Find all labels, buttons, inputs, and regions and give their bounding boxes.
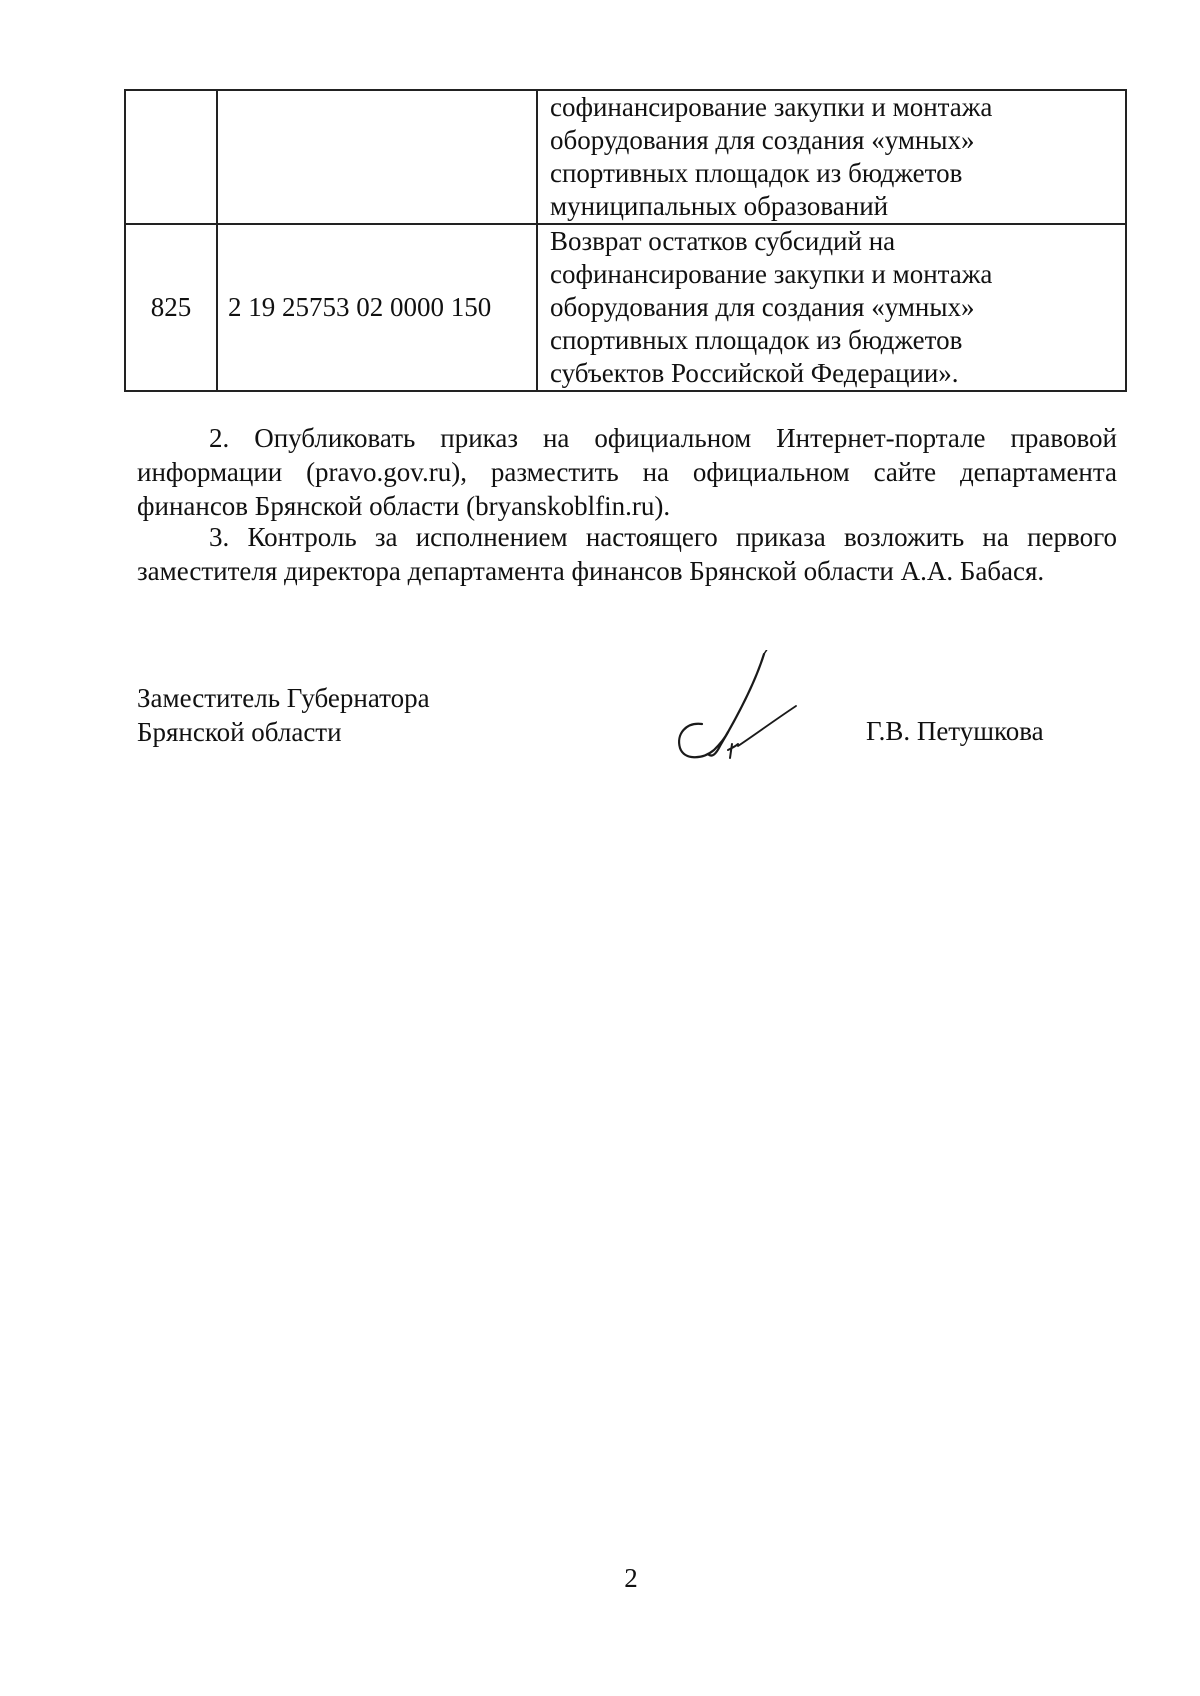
paragraph-item-3: 3. Контроль за исполнением настоящего приказа возложить на первого заместителя директора департамента финансов Брянской области А.А. Бабася.: [137, 522, 1117, 586]
description-line: субъектов Российской Федерации».: [550, 358, 959, 388]
page-number: 2: [624, 1563, 638, 1593]
signatory-name: Г.В. Петушкова: [866, 716, 1044, 746]
admin-code-cell: 825: [125, 224, 217, 391]
description-line: Возврат остатков субсидий на: [550, 226, 896, 256]
description-cell: [537, 90, 1126, 224]
description-line: спортивных площадок из бюджетов: [550, 325, 963, 355]
description-line: софинансирование закупки и монтажа: [550, 259, 993, 289]
description-cell: [537, 224, 1126, 391]
kbk-code-cell: [217, 90, 537, 224]
signatory-position-line: Брянской области: [137, 717, 342, 747]
description-line: муниципальных образований: [550, 191, 889, 221]
admin-code-cell: [125, 90, 217, 224]
signatory-position-line: Заместитель Губернатора: [137, 683, 430, 713]
description-line: оборудования для создания «умных»: [550, 292, 975, 322]
table-row: [125, 90, 1126, 224]
kbk-code-cell: 2 19 25753 02 0000 150: [217, 224, 537, 391]
budget-codes-table: [124, 89, 1127, 392]
handwritten-signature-icon: [672, 650, 802, 770]
paragraph-item-2: 2. Опубликовать приказ на официальном Интернет-портале правовой информации (pravo.gov.ru), разместить на официальном сайте департамента финансов Брянской области (bryanskoblfin.ru).: [137, 423, 1117, 521]
table-row: [125, 224, 1126, 391]
description-line: оборудования для создания «умных»: [550, 125, 975, 155]
description-line: софинансирование закупки и монтажа: [550, 92, 993, 122]
description-line: спортивных площадок из бюджетов: [550, 158, 963, 188]
signatory-position: [137, 681, 430, 749]
